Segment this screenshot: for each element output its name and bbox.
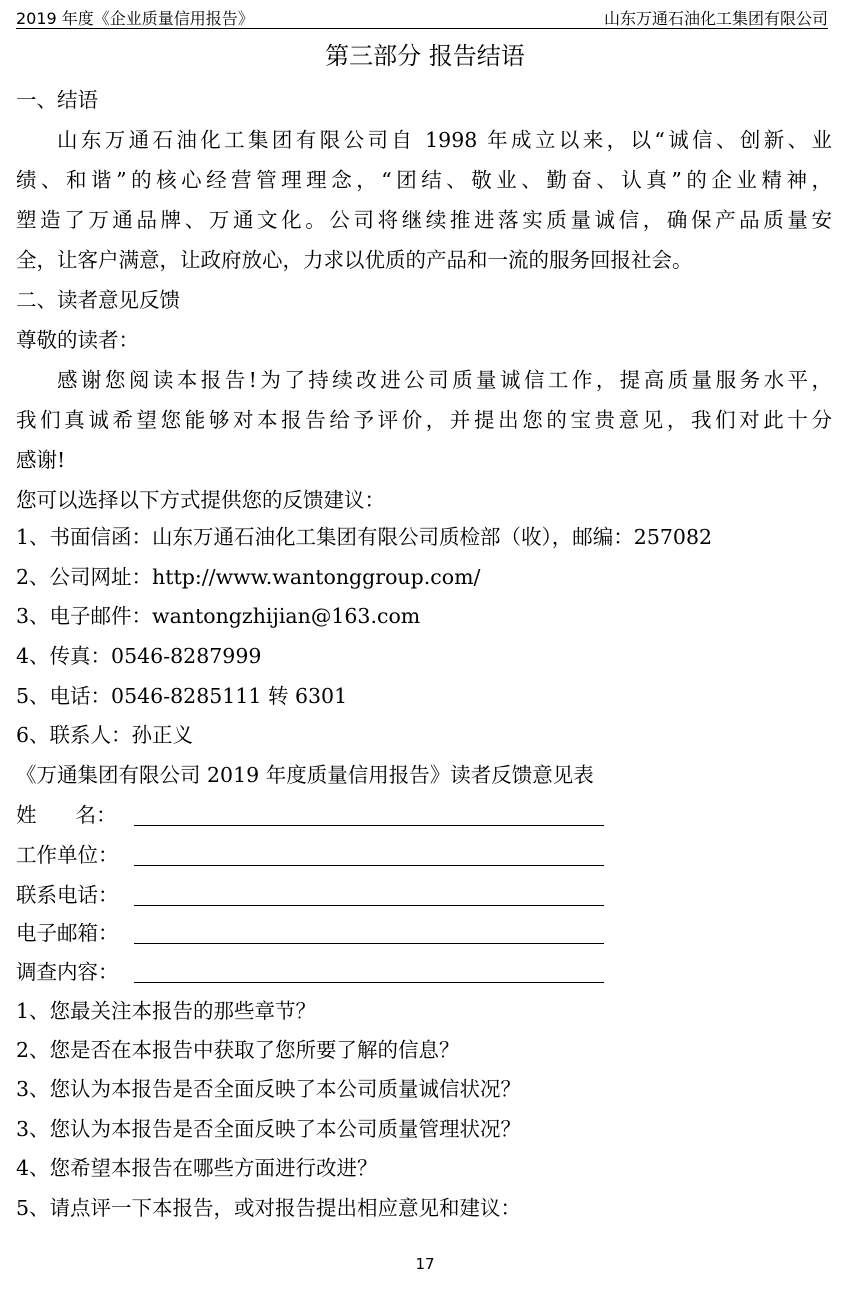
- field-label: 电子邮箱：: [16, 921, 119, 945]
- conclusion-paragraph-line: 山东万通石油化工集团有限公司自 1998 年成立以来，以“诚信、创新、业: [57, 128, 832, 152]
- field-label: 联系电话：: [16, 883, 119, 907]
- workplace-blank[interactable]: [134, 840, 604, 866]
- survey-question: 5、请点评一下本报告，或对报告提出相应意见和建议：: [16, 1196, 522, 1220]
- section-title: 第三部分 报告结语: [325, 42, 525, 70]
- feedback-paragraph-line: 感谢您阅读本报告!为了持续改进公司质量诚信工作，提高质量服务水平，: [57, 368, 832, 392]
- page-number: 17: [415, 1255, 435, 1273]
- field-label: 工作单位：: [16, 843, 119, 867]
- form-field-phone: [16, 880, 832, 910]
- header-company-name: 山东万通石油化工集团有限公司: [603, 9, 828, 28]
- method-letter: 1、书面信函：山东万通石油化工集团有限公司质检部（收），邮编：257082: [16, 525, 713, 549]
- phone-blank[interactable]: [134, 880, 604, 906]
- method-website: 2、公司网址：http://www.wantonggroup.com/: [16, 565, 481, 589]
- feedback-heading: 二、读者意见反馈: [16, 288, 180, 312]
- field-label: 姓 名：: [16, 803, 117, 827]
- field-label: 调查内容：: [16, 960, 119, 984]
- survey-question: 1、您最关注本报告的那些章节？: [16, 999, 317, 1023]
- survey-blank[interactable]: [134, 957, 604, 983]
- methods-intro: 您可以选择以下方式提供您的反馈建议：: [16, 488, 385, 512]
- form-field-name: [16, 800, 832, 830]
- name-blank[interactable]: [134, 800, 604, 826]
- method-contact: 6、联系人：孙正义: [16, 723, 194, 747]
- method-fax: 4、传真：0546-8287999: [16, 644, 262, 668]
- survey-question: 4、您希望本报告在哪些方面进行改进？: [16, 1156, 378, 1180]
- survey-question: 3、您认为本报告是否全面反映了本公司质量管理状况？: [16, 1117, 522, 1141]
- survey-question: 2、您是否在本报告中获取了您所要了解的信息？: [16, 1038, 460, 1062]
- survey-question: 3、您认为本报告是否全面反映了本公司质量诚信状况？: [16, 1077, 522, 1101]
- method-phone: 5、电话：0546-8285111 转 6301: [16, 684, 348, 708]
- email-blank[interactable]: [134, 918, 604, 944]
- form-field-survey: [16, 957, 832, 987]
- method-email: 3、电子邮件：wantongzhijian@163.com: [16, 604, 421, 628]
- header-report-title: 2019 年度《企业质量信用报告》: [16, 9, 254, 28]
- salutation: 尊敬的读者：: [16, 328, 139, 352]
- form-field-email: [16, 918, 832, 948]
- feedback-paragraph-line: 我们真诚希望您能够对本报告给予评价，并提出您的宝贵意见，我们对此十分: [16, 408, 832, 432]
- conclusion-paragraph-line: 塑造了万通品牌、万通文化。公司将继续推进落实质量诚信，确保产品质量安: [16, 208, 832, 232]
- page-header: [16, 4, 828, 29]
- form-title: 《万通集团有限公司 2019 年度质量信用报告》读者反馈意见表: [16, 763, 594, 787]
- conclusion-heading: 一、结语: [16, 88, 98, 112]
- form-field-workplace: [16, 840, 832, 870]
- feedback-paragraph-line: 感谢!: [16, 448, 66, 472]
- conclusion-paragraph-line: 全，让客户满意，让政府放心，力求以优质的产品和一流的服务回报社会。: [16, 248, 693, 272]
- conclusion-paragraph-line: 绩、和谐”的核心经营管理理念，“团结、敬业、勤奋、认真”的企业精神，: [16, 168, 832, 192]
